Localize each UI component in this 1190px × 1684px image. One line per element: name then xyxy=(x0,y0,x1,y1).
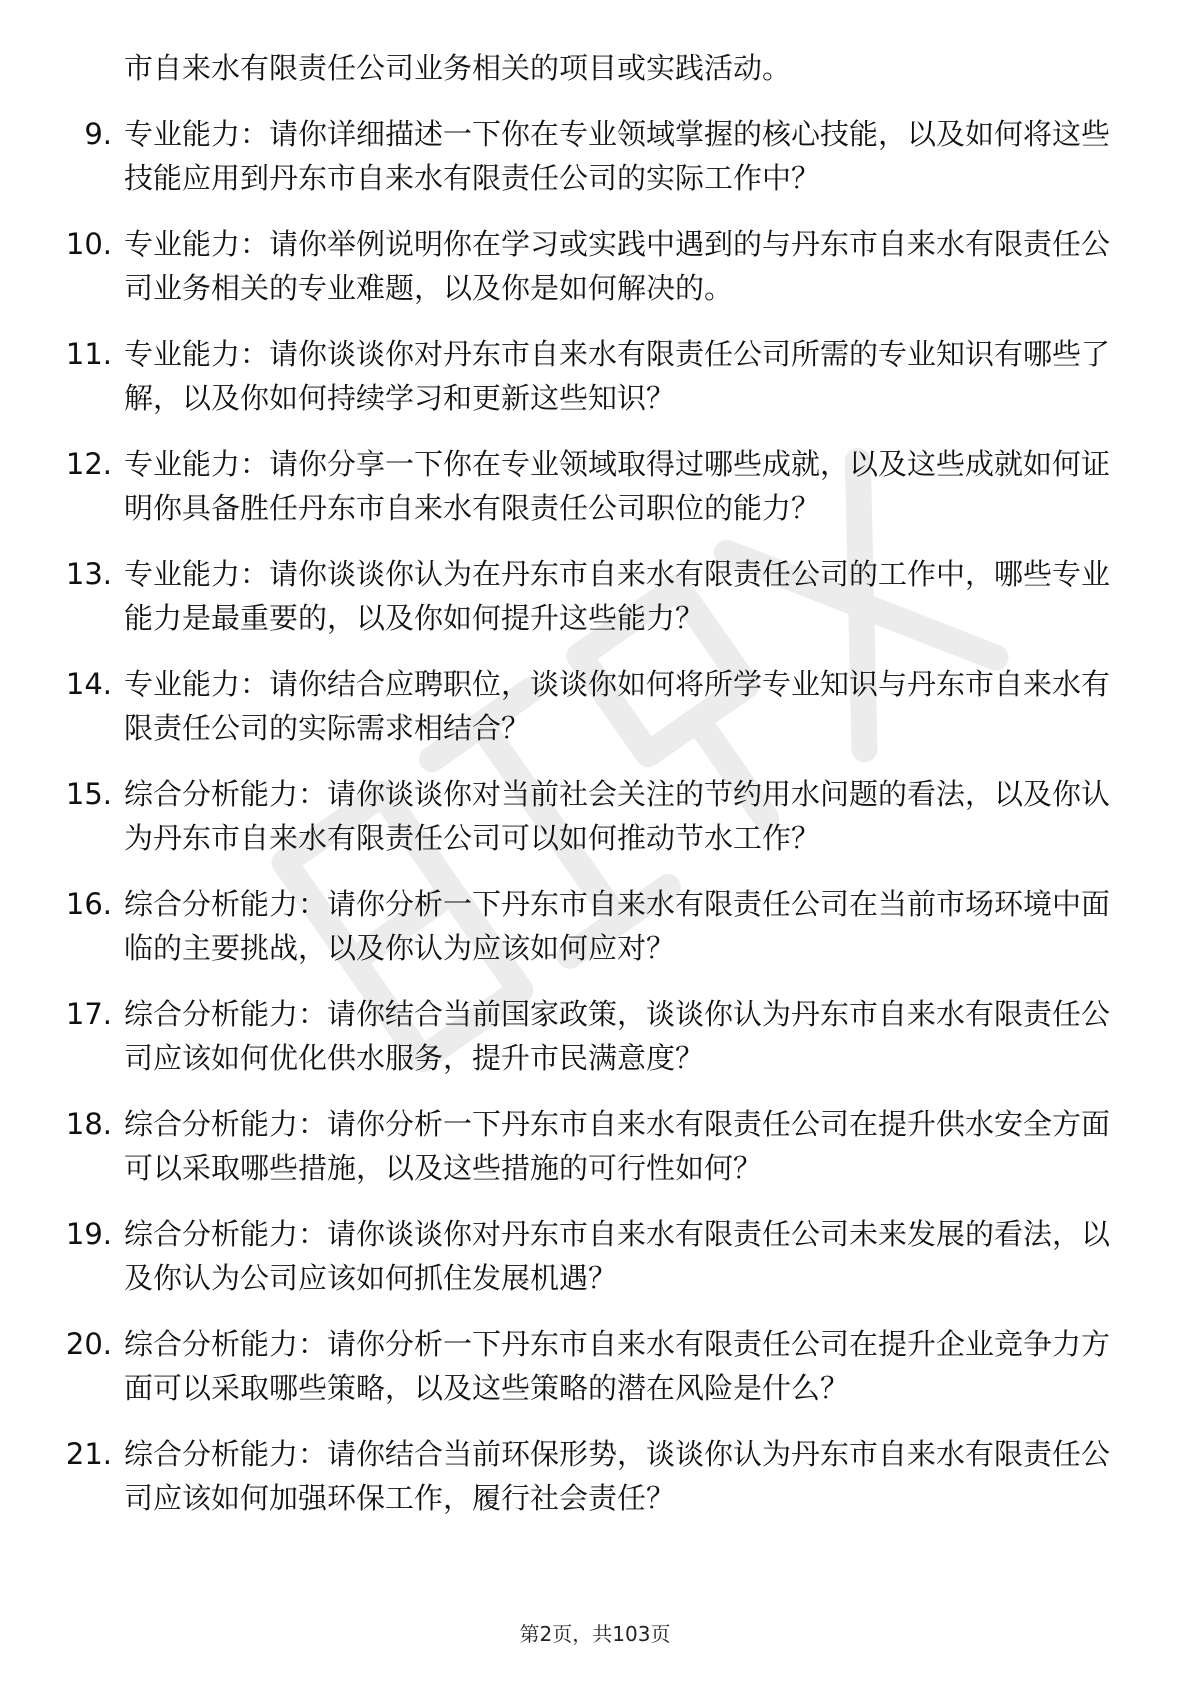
item-number: 13. xyxy=(65,557,112,591)
item-text: 专业能力：请你分享一下你在专业领域取得过哪些成就，以及这些成就如何证明你具备胜任丹东市自来水有限责任公司职位的能力？ xyxy=(124,447,1111,525)
list-item xyxy=(56,222,1116,310)
list-item xyxy=(56,882,1116,970)
item-text: 综合分析能力：请你分析一下丹东市自来水有限责任公司在提升企业竞争力方面可以采取哪些策略，以及这些策略的潜在风险是什么？ xyxy=(124,1327,1111,1405)
item-text: 综合分析能力：请你谈谈你对丹东市自来水有限责任公司未来发展的看法，以及你认为公司应该如何抓住发展机遇？ xyxy=(124,1217,1111,1295)
list-item xyxy=(56,1102,1116,1190)
page-number: 第2页，共103页 xyxy=(519,1622,671,1646)
item-number: 12. xyxy=(65,447,112,481)
item-number: 17. xyxy=(65,997,112,1031)
list-item xyxy=(56,112,1116,200)
item-text: 综合分析能力：请你分析一下丹东市自来水有限责任公司在提升供水安全方面可以采取哪些措施，以及这些措施的可行性如何？ xyxy=(124,1107,1111,1185)
item-number: 10. xyxy=(65,227,112,261)
item-text: 专业能力：请你谈谈你认为在丹东市自来水有限责任公司的工作中，哪些专业能力是最重要的，以及你如何提升这些能力？ xyxy=(124,557,1111,635)
item-text: 综合分析能力：请你分析一下丹东市自来水有限责任公司在当前市场环境中面临的主要挑战，以及你认为应该如何应对？ xyxy=(124,887,1111,965)
list-item xyxy=(56,1212,1116,1300)
question-list xyxy=(56,46,1116,1542)
item-number: 20. xyxy=(65,1327,112,1361)
item-number: 21. xyxy=(65,1437,112,1471)
list-item xyxy=(56,442,1116,530)
item-number: 16. xyxy=(65,887,112,921)
list-item xyxy=(56,772,1116,860)
item-text: 综合分析能力：请你结合当前国家政策，谈谈你认为丹东市自来水有限责任公司应该如何优化供水服务，提升市民满意度？ xyxy=(124,997,1111,1075)
list-item xyxy=(56,992,1116,1080)
item-number: 11. xyxy=(65,337,112,371)
item-number: 15. xyxy=(65,777,112,811)
item-number: 14. xyxy=(65,667,112,701)
item-number: 18. xyxy=(65,1107,112,1141)
list-item xyxy=(56,662,1116,750)
item-text: 综合分析能力：请你谈谈你对当前社会关注的节约用水问题的看法，以及你认为丹东市自来水有限责任公司可以如何推动节水工作？ xyxy=(124,777,1111,855)
item-number: 9. xyxy=(84,117,112,151)
list-item xyxy=(56,552,1116,640)
list-item xyxy=(56,1432,1116,1520)
item-text: 专业能力：请你详细描述一下你在专业领域掌握的核心技能，以及如何将这些技能应用到丹东市自来水有限责任公司的实际工作中？ xyxy=(124,117,1111,195)
item-text: 专业能力：请你结合应聘职位，谈谈你如何将所学专业知识与丹东市自来水有限责任公司的实际需求相结合？ xyxy=(124,667,1111,745)
item-text: 专业能力：请你谈谈你对丹东市自来水有限责任公司所需的专业知识有哪些了解，以及你如何持续学习和更新这些知识？ xyxy=(124,337,1111,415)
item-text: 专业能力：请你举例说明你在学习或实践中遇到的与丹东市自来水有限责任公司业务相关的专业难题，以及你是如何解决的。 xyxy=(124,227,1111,305)
continued-text: 市自来水有限责任公司业务相关的项目或实践活动。 xyxy=(124,51,792,85)
item-number: 19. xyxy=(65,1217,112,1251)
list-item xyxy=(56,332,1116,420)
item-text: 综合分析能力：请你结合当前环保形势，谈谈你认为丹东市自来水有限责任公司应该如何加强环保工作，履行社会责任？ xyxy=(124,1437,1111,1515)
list-item xyxy=(56,1322,1116,1410)
